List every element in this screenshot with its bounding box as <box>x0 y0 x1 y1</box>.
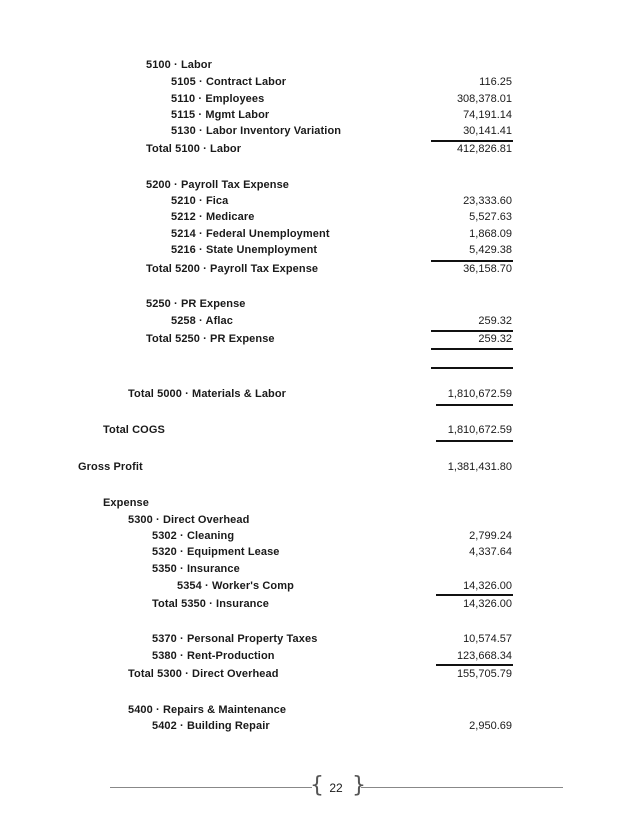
row-label: Total 5350 · Insurance <box>152 598 269 610</box>
report-row <box>0 142 638 158</box>
row-label: 5300 · Direct Overhead <box>128 514 250 526</box>
row-label: 5258 · Aflac <box>171 315 233 327</box>
report-row <box>0 719 638 735</box>
report-row <box>0 703 638 719</box>
subtotal-rule <box>431 140 513 142</box>
report-row <box>0 194 638 210</box>
report-row <box>0 632 638 648</box>
row-label: 5216 · State Unemployment <box>171 244 318 256</box>
subtotal-rule <box>431 260 513 262</box>
row-value: 123,668.34 <box>456 650 512 662</box>
report-row <box>0 210 638 226</box>
row-value: 23,333.60 <box>463 195 512 207</box>
report-row <box>0 332 638 348</box>
row-value: 1,810,672.59 <box>447 424 512 436</box>
row-label: 5100 · Labor <box>146 59 213 71</box>
row-label: 5115 · Mgmt Labor <box>171 109 270 121</box>
row-label: Total COGS <box>103 424 165 436</box>
total-rule <box>436 440 513 442</box>
row-label: 5250 · PR Expense <box>146 298 246 310</box>
report-row <box>0 314 638 330</box>
subtotal-rule <box>436 594 513 596</box>
row-label: Expense <box>103 497 149 509</box>
report-row <box>0 496 638 512</box>
row-label: 5212 · Medicare <box>171 211 255 223</box>
report-row <box>0 579 638 595</box>
report-row <box>0 58 638 74</box>
row-value: 74,191.14 <box>463 109 512 121</box>
row-value: 30,141.41 <box>463 125 512 137</box>
row-value: 412,826.81 <box>456 143 512 155</box>
row-label: 5320 · Equipment Lease <box>152 546 280 558</box>
row-label: 5402 · Building Repair <box>152 720 270 732</box>
page-number: 22 <box>329 781 343 795</box>
row-value: 2,950.69 <box>469 720 512 732</box>
report-row <box>0 667 638 683</box>
report-row <box>0 92 638 108</box>
row-label: 5380 · Rent-Production <box>152 650 275 662</box>
report-row <box>0 124 638 140</box>
row-value: 1,381,431.80 <box>447 461 512 473</box>
row-value: 10,574.57 <box>463 633 512 645</box>
row-value: 259.32 <box>478 315 512 327</box>
row-value: 1,810,672.59 <box>447 388 512 400</box>
report-row <box>0 460 638 476</box>
footer-rule-right <box>361 787 563 788</box>
row-label: 5350 · Insurance <box>152 563 240 575</box>
report-row <box>0 387 638 403</box>
row-value: 308,378.01 <box>456 93 512 105</box>
row-value: 5,527.63 <box>469 211 512 223</box>
report-row <box>0 529 638 545</box>
row-value: 116.25 <box>479 76 512 88</box>
row-label: Total 5200 · Payroll Tax Expense <box>146 263 319 275</box>
total-rule <box>431 367 513 369</box>
report-row <box>0 108 638 124</box>
row-label: 5200 · Payroll Tax Expense <box>146 179 290 191</box>
total-rule <box>436 404 513 406</box>
left-brace-icon: { <box>310 773 324 798</box>
row-label: 5210 · Fica <box>171 195 229 207</box>
row-value: 5,429.38 <box>469 244 512 256</box>
report-row <box>0 597 638 613</box>
total-rule <box>431 348 513 350</box>
row-value: 155,705.79 <box>456 668 512 680</box>
row-label: 5110 · Employees <box>171 93 265 105</box>
report-row <box>0 649 638 665</box>
report-row <box>0 513 638 529</box>
report-row <box>0 545 638 561</box>
row-label: 5130 · Labor Inventory Variation <box>171 125 342 137</box>
row-value: 259.32 <box>478 333 512 345</box>
row-label: 5105 · Contract Labor <box>171 76 287 88</box>
row-label: Gross Profit <box>78 461 143 473</box>
subtotal-rule <box>436 664 513 666</box>
row-label: 5354 · Worker's Comp <box>177 580 294 592</box>
row-value: 14,326.00 <box>463 580 512 592</box>
row-value: 36,158.70 <box>463 263 512 275</box>
row-label: Total 5300 · Direct Overhead <box>128 668 279 680</box>
report-row <box>0 227 638 243</box>
row-label: Total 5250 · PR Expense <box>146 333 275 345</box>
report-row <box>0 243 638 259</box>
row-value: 14,326.00 <box>463 598 512 610</box>
report-row <box>0 178 638 194</box>
footer-rule-left <box>110 787 312 788</box>
report-row <box>0 75 638 91</box>
report-row <box>0 297 638 313</box>
row-label: Total 5100 · Labor <box>146 143 242 155</box>
row-label: Total 5000 · Materials & Labor <box>128 388 287 400</box>
row-label: 5370 · Personal Property Taxes <box>152 633 318 645</box>
report-row <box>0 423 638 439</box>
row-value: 2,799.24 <box>469 530 512 542</box>
row-label: 5214 · Federal Unemployment <box>171 228 330 240</box>
subtotal-rule <box>431 330 513 332</box>
report-row <box>0 262 638 278</box>
row-value: 1,868.09 <box>469 228 512 240</box>
row-label: 5302 · Cleaning <box>152 530 235 542</box>
right-brace-icon: } <box>352 773 366 798</box>
report-row <box>0 562 638 578</box>
row-label: 5400 · Repairs & Maintenance <box>128 704 287 716</box>
row-value: 4,337.64 <box>469 546 512 558</box>
